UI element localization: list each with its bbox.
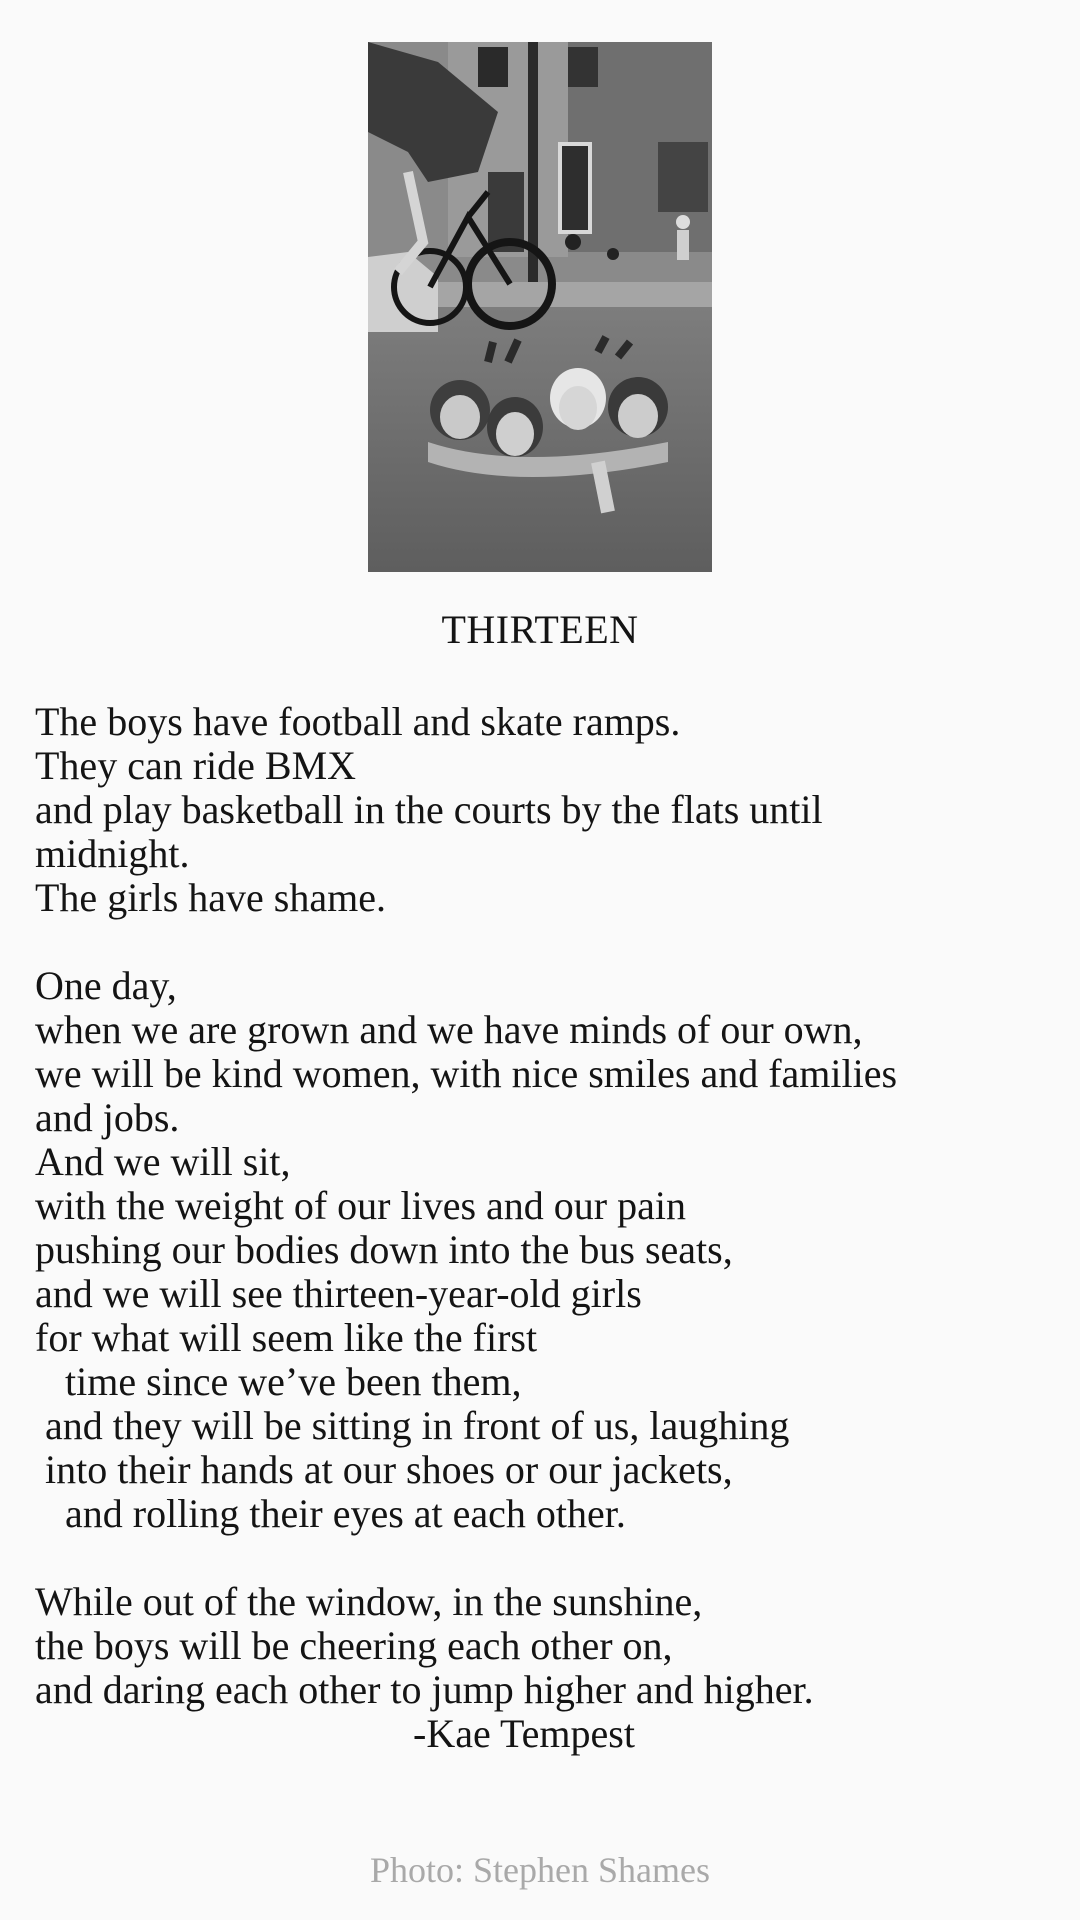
poem-line: and daring each other to jump higher and higher. [35,1667,814,1712]
poem-author: -Kae Tempest [413,1711,635,1756]
poem-line: The girls have shame. [35,875,386,920]
poem-line: we will be kind women, with nice smiles and families [35,1051,898,1096]
poem-line: The boys have football and skate ramps. [35,699,681,744]
poem-line: time since we’ve been them, [35,1359,522,1404]
poem-line: into their hands at our shoes or our jackets, [35,1447,733,1492]
photo-illustration [368,42,712,572]
stanza-break [35,920,1055,964]
photo-street-kids [368,42,712,572]
poem-line: and rolling their eyes at each other. [35,1491,626,1536]
stanza-2 [35,964,1055,1536]
poem-line: They can ride BMX [35,743,357,788]
poem-line: and they will be sitting in front of us, laughing [35,1403,790,1448]
poem-line: with the weight of our lives and our pain [35,1183,686,1228]
poem-line: pushing our bodies down into the bus seats, [35,1227,733,1272]
stanza-1 [35,700,1055,920]
poem-line: One day, [35,963,177,1008]
poem-line: While out of the window, in the sunshine, [35,1579,703,1624]
poem-line: and jobs. [35,1095,180,1140]
poem-body [35,700,1055,1712]
poem-title: THIRTEEN [441,607,639,652]
poem-line: the boys will be cheering each other on, [35,1623,673,1668]
photo-credit: Photo: Stephen Shames [370,1850,710,1890]
poem-line: when we are grown and we have minds of our own, [35,1007,863,1052]
poem-line: And we will sit, [35,1139,291,1184]
stanza-3 [35,1580,1055,1712]
stanza-break [35,1536,1055,1580]
poem-line: for what will seem like the first [35,1315,538,1360]
poem-line: midnight. [35,831,190,876]
poem-line: and we will see thirteen-year-old girls [35,1271,642,1316]
poem-line: and play basketball in the courts by the flats until [35,787,823,832]
